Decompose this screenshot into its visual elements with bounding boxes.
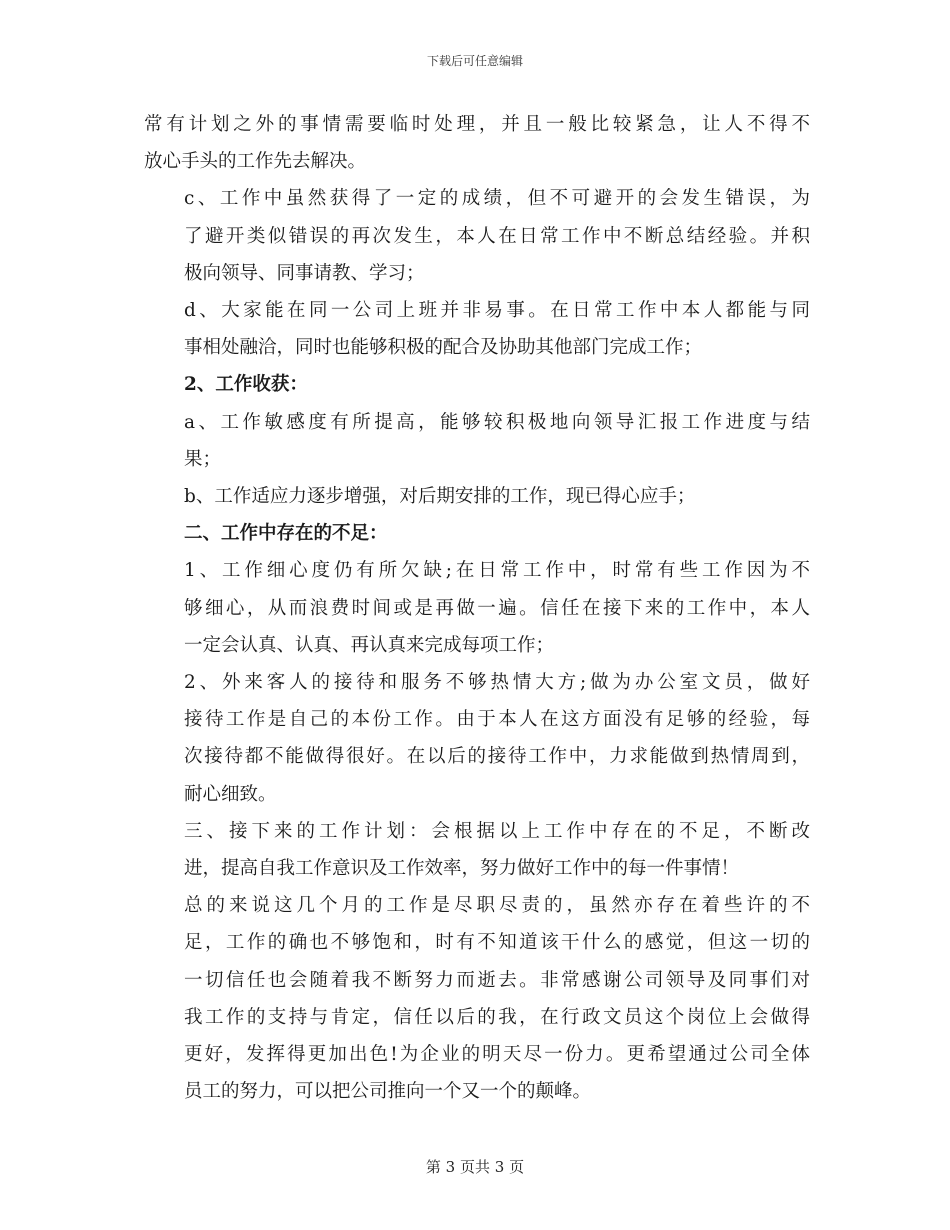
paragraph	[144, 813, 810, 887]
section-heading	[144, 366, 810, 403]
text-line: c、工作中虽然获得了一定的成绩，但不可避开的会发生错误，为	[184, 188, 810, 210]
text-line: 够细心，从而浪费时间或是再做一遍。信任在接下来的工作中，本人	[184, 597, 810, 619]
text-line: 一切信任也会随着我不断努力而逝去。非常感谢公司领导及同事们对	[184, 969, 810, 991]
page-header: 下载后可任意编辑	[426, 54, 523, 68]
paragraph	[144, 404, 810, 478]
text-line: 果；	[184, 448, 222, 470]
text-line: a、工作敏感度有所提高，能够较积极地向领导汇报工作进度与结	[184, 411, 810, 433]
text-line: 次接待都不能做得很好。在以后的接待工作中，力求能做到热情周到，	[184, 746, 810, 768]
paragraph	[144, 887, 810, 1110]
text-line: 了避开类似错误的再次发生，本人在日常工作中不断总结经验。并积	[184, 225, 810, 247]
text-line: 更好，发挥得更加出色!为企业的明天尽一份力。更希望通过公司全体	[184, 1044, 810, 1066]
paragraph	[144, 292, 810, 366]
text-line: 足，工作的确也不够饱和，时有不知道该干什么的感觉，但这一切的	[184, 932, 810, 954]
text-line: 放心手头的工作先去解决。	[144, 151, 367, 173]
text-line: 进，提高自我工作意识及工作效率，努力做好工作中的每一件事情！	[184, 858, 740, 880]
text-line: d、大家能在同一公司上班并非易事。在日常工作中本人都能与同	[184, 300, 810, 322]
text-line: 一定会认真、认真、再认真来完成每项工作；	[184, 634, 555, 656]
paragraph	[144, 552, 810, 664]
text-line: 总的来说这几个月的工作是尽职尽责的，虽然亦存在着些许的不	[184, 895, 810, 917]
text-line: 1、工作细心度仍有所欠缺;在日常工作中，时常有些工作因为不	[184, 560, 810, 582]
text-line: 2、工作收获：	[184, 374, 308, 396]
text-line: 三、接下来的工作计划：会根据以上工作中存在的不足，不断改	[184, 820, 810, 842]
text-line: 员工的努力，可以把公司推向一个又一个的颠峰。	[184, 1081, 592, 1103]
text-line: 我工作的支持与肯定，信任以后的我，在行政文员这个岗位上会做得	[184, 1006, 810, 1028]
text-line: 耐心细致。	[184, 783, 277, 805]
text-line: 事相处融洽，同时也能够积极的配合及协助其他部门完成工作；	[184, 337, 703, 359]
text-line: 接待工作是自己的本份工作。由于本人在这方面没有足够的经验，每	[184, 709, 810, 731]
text-line: 常有计划之外的事情需要临时处理，并且一般比较紧急，让人不得不	[144, 114, 810, 135]
page-number: 第 3 页共 3 页	[425, 1158, 525, 1176]
paragraph	[144, 106, 810, 180]
paragraph	[144, 478, 810, 515]
text-line: b、工作适应力逐步增强，对后期安排的工作，现已得心应手；	[184, 486, 696, 508]
section-heading	[144, 515, 810, 552]
paragraph	[144, 180, 810, 292]
text-line: 2、外来客人的接待和服务不够热情大方;做为办公室文员，做好	[184, 672, 810, 694]
paragraph	[144, 664, 810, 813]
text-line: 二、工作中存在的不足：	[184, 523, 388, 545]
document-body	[144, 106, 810, 1110]
text-line: 极向领导、同事请教、学习；	[184, 262, 425, 284]
